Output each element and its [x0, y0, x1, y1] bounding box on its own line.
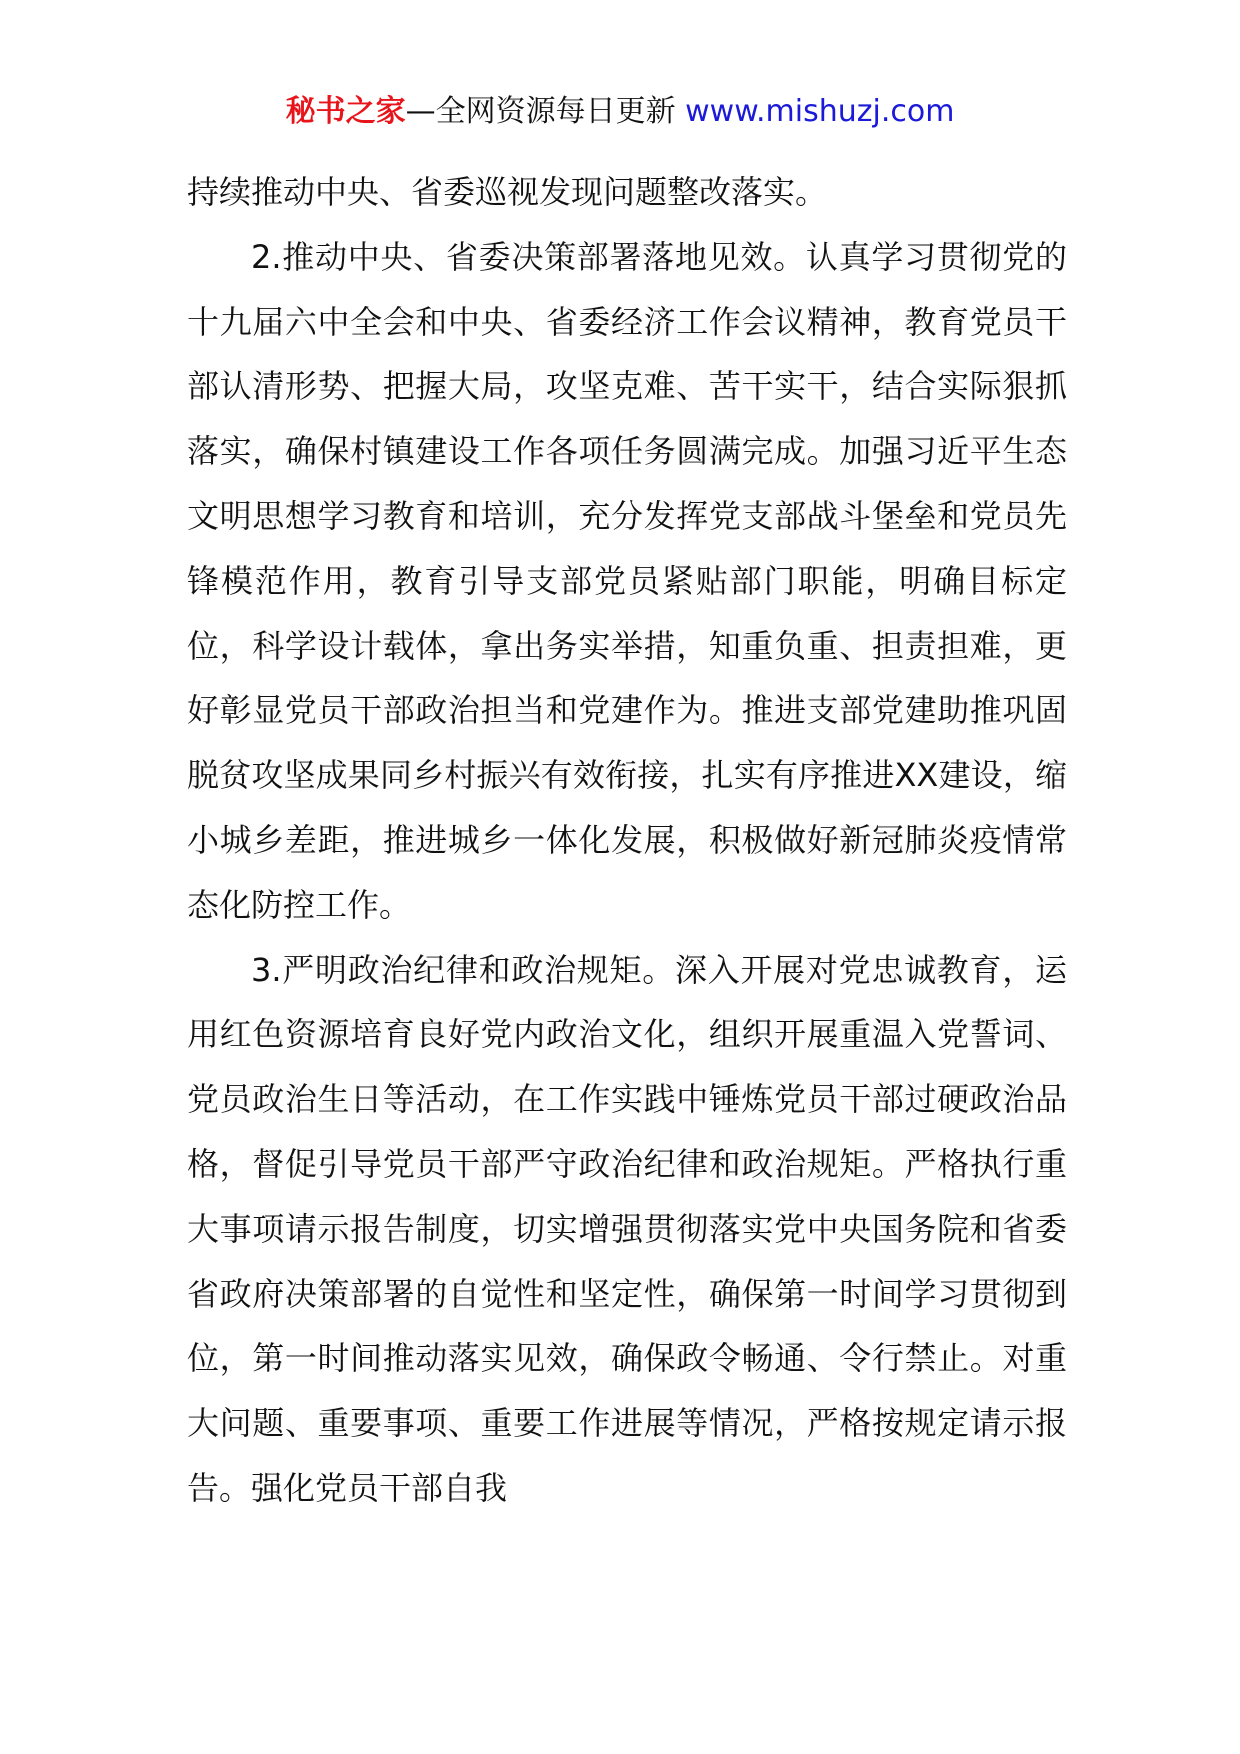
header-url-link[interactable]: www.mishuzj.com — [685, 94, 955, 129]
paragraph-section-3: 3.严明政治纪律和政治规矩。深入开展对党忠诚教育，运用红色资源培育良好党内政治文化，组织开展重温入党誓词、党员政治生日等活动，在工作实践中锤炼党员干部过硬政治品格，督促引导党员干部严守政治纪律和政治规矩。严格执行重大事项请示报告制度，切实增强贯彻落实党中央国务院和省委省政府决策部署的自觉性和坚定性，确保第一时间学习贯彻到位，第一时间推动落实见效，确保政令畅通、令行禁止。对重大问题、重要事项、重要工作进展等情况，严格按规定请示报告。强化党员干部自我 — [187, 950, 1067, 1507]
paragraph-continuation: 持续推动中央、省委巡视发现问题整改落实。 — [187, 173, 828, 211]
document-body — [187, 160, 1067, 1521]
page-header — [0, 92, 1240, 132]
header-tagline: —全网资源每日更新 — [405, 94, 676, 129]
brand-name: 秘书之家 — [285, 94, 406, 129]
paragraph-section-2: 2.推动中央、省委决策部署落地见效。认真学习贯彻党的十九届六中全会和中央、省委经济工作会议精神，教育党员干部认清形势、把握大局，攻坚克难、苦干实干，结合实际狠抓落实，确保村镇建设工作各项任务圆满完成。加强习近平生态文明思想学习教育和培训，充分发挥党支部战斗堡垒和党员先锋模范作用，教育引导支部党员紧贴部门职能，明确目标定位，科学设计载体，拿出务实举措，知重负重、担责担难，更好彰显党员干部政治担当和党建作为。推进支部党建助推巩固脱贫攻坚成果同乡村振兴有效衔接，扎实有序推进XX建设，缩小城乡差距，推进城乡一体化发展，积极做好新冠肺炎疫情常态化防控工作。 — [187, 237, 1067, 924]
